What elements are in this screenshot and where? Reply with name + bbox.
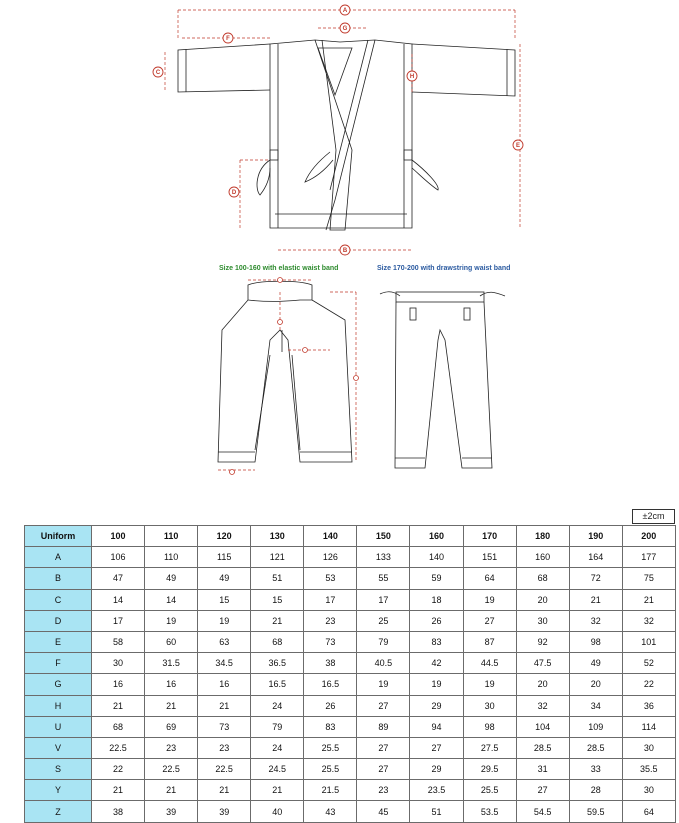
table-cell: 83 [410, 631, 463, 652]
marker-b-label: B [342, 248, 348, 254]
table-cell: 28.5 [569, 737, 622, 758]
size-header: 180 [516, 526, 569, 547]
table-cell: 115 [198, 547, 251, 568]
table-cell: 31.5 [145, 653, 198, 674]
table-row [25, 737, 676, 758]
table-cell: 39 [198, 801, 251, 822]
marker-h-label: H [409, 74, 415, 80]
size-header: 200 [622, 526, 675, 547]
size-header: 120 [198, 526, 251, 547]
tolerance-note: ±2cm [632, 509, 675, 524]
table-cell: 27 [463, 610, 516, 631]
table-cell: 21 [622, 589, 675, 610]
table-row [25, 547, 676, 568]
table-cell: 69 [145, 716, 198, 737]
table-corner: Uniform [25, 526, 92, 547]
table-cell: 59 [410, 568, 463, 589]
table-cell: 43 [304, 801, 357, 822]
table-cell: 21 [198, 695, 251, 716]
table-cell: 29 [410, 695, 463, 716]
table-cell: 101 [622, 631, 675, 652]
table-cell: 16 [198, 674, 251, 695]
table-cell: 35.5 [622, 759, 675, 780]
table-cell: 27 [357, 695, 410, 716]
table-cell: 24 [251, 695, 304, 716]
row-label: G [25, 674, 92, 695]
table-cell: 40.5 [357, 653, 410, 674]
table-cell: 16 [92, 674, 145, 695]
pants-drawstring-drawing [380, 292, 505, 468]
table-cell: 16.5 [304, 674, 357, 695]
table-cell: 15 [251, 589, 304, 610]
row-label: C [25, 589, 92, 610]
table-cell: 26 [304, 695, 357, 716]
table-cell: 25.5 [304, 759, 357, 780]
table-cell: 19 [357, 674, 410, 695]
markers [153, 5, 523, 475]
table-cell: 98 [463, 716, 516, 737]
table-cell: 64 [622, 801, 675, 822]
table-cell: 14 [145, 589, 198, 610]
row-label: A [25, 547, 92, 568]
table-cell: 73 [198, 716, 251, 737]
table-cell: 54.5 [516, 801, 569, 822]
table-cell: 51 [251, 568, 304, 589]
table-cell: 68 [92, 716, 145, 737]
table-cell: 25.5 [304, 737, 357, 758]
table-cell: 19 [410, 674, 463, 695]
table-row [25, 589, 676, 610]
row-label: F [25, 653, 92, 674]
table-cell: 106 [92, 547, 145, 568]
table-row [25, 780, 676, 801]
table-cell: 34.5 [198, 653, 251, 674]
table-cell: 16.5 [251, 674, 304, 695]
pants-elastic-drawing [218, 281, 352, 462]
table-cell: 21 [145, 695, 198, 716]
table-row [25, 653, 676, 674]
table-cell: 21 [92, 695, 145, 716]
table-cell: 177 [622, 547, 675, 568]
table-cell: 63 [198, 631, 251, 652]
table-cell: 19 [198, 610, 251, 631]
table-cell: 36.5 [251, 653, 304, 674]
size-header: 160 [410, 526, 463, 547]
table-cell: 42 [410, 653, 463, 674]
table-cell: 33 [569, 759, 622, 780]
table-row [25, 631, 676, 652]
row-label: S [25, 759, 92, 780]
size-header: 150 [357, 526, 410, 547]
table-cell: 49 [569, 653, 622, 674]
table-cell: 110 [145, 547, 198, 568]
table-cell: 79 [357, 631, 410, 652]
table-row [25, 610, 676, 631]
table-cell: 38 [304, 653, 357, 674]
table-cell: 32 [622, 610, 675, 631]
table-cell: 29.5 [463, 759, 516, 780]
table-cell: 21.5 [304, 780, 357, 801]
table-cell: 39 [145, 801, 198, 822]
marker-c-label: C [155, 70, 161, 76]
table-cell: 22 [622, 674, 675, 695]
table-row [25, 568, 676, 589]
marker-f-label: F [226, 36, 230, 42]
table-cell: 27 [357, 737, 410, 758]
table-cell: 28 [569, 780, 622, 801]
table-cell: 140 [410, 547, 463, 568]
table-cell: 20 [569, 674, 622, 695]
table-cell: 36 [622, 695, 675, 716]
table-cell: 109 [569, 716, 622, 737]
table-cell: 30 [622, 780, 675, 801]
marker-g-label: G [342, 26, 348, 32]
table-cell: 19 [145, 610, 198, 631]
table-cell: 21 [198, 780, 251, 801]
row-label: H [25, 695, 92, 716]
table-cell: 23.5 [410, 780, 463, 801]
table-cell: 19 [463, 589, 516, 610]
table-cell: 17 [92, 610, 145, 631]
table-cell: 79 [251, 716, 304, 737]
row-label: V [25, 737, 92, 758]
marker-e-label: E [515, 143, 521, 149]
row-label: E [25, 631, 92, 652]
table-cell: 23 [304, 610, 357, 631]
table-cell: 22.5 [145, 759, 198, 780]
table-cell: 27.5 [463, 737, 516, 758]
row-label: U [25, 716, 92, 737]
size-header: 110 [145, 526, 198, 547]
table-cell: 121 [251, 547, 304, 568]
table-cell: 27 [516, 780, 569, 801]
table-cell: 16 [145, 674, 198, 695]
table-cell: 22.5 [92, 737, 145, 758]
table-cell: 20 [516, 674, 569, 695]
table-cell: 73 [304, 631, 357, 652]
table-cell: 126 [304, 547, 357, 568]
table-cell: 24.5 [251, 759, 304, 780]
row-label: D [25, 610, 92, 631]
table-cell: 160 [516, 547, 569, 568]
table-cell: 89 [357, 716, 410, 737]
table-cell: 29 [410, 759, 463, 780]
table-cell: 30 [516, 610, 569, 631]
table-row [25, 674, 676, 695]
table-cell: 23 [145, 737, 198, 758]
table-cell: 34 [569, 695, 622, 716]
table-cell: 22 [92, 759, 145, 780]
table-cell: 151 [463, 547, 516, 568]
table-cell: 51 [410, 801, 463, 822]
size-header: 100 [92, 526, 145, 547]
caption-elastic: Size 100-160 with elastic waist band [219, 265, 339, 272]
table-cell: 47.5 [516, 653, 569, 674]
table-cell: 40 [251, 801, 304, 822]
row-label: Y [25, 780, 92, 801]
table-cell: 21 [569, 589, 622, 610]
table-cell: 14 [92, 589, 145, 610]
table-cell: 55 [357, 568, 410, 589]
table-cell: 32 [569, 610, 622, 631]
table-cell: 28.5 [516, 737, 569, 758]
table-cell: 21 [251, 610, 304, 631]
table-cell: 15 [198, 589, 251, 610]
table-cell: 104 [516, 716, 569, 737]
table-cell: 32 [516, 695, 569, 716]
size-header: 190 [569, 526, 622, 547]
table-cell: 21 [145, 780, 198, 801]
table-cell: 92 [516, 631, 569, 652]
table-cell: 26 [410, 610, 463, 631]
table-cell: 30 [622, 737, 675, 758]
table-cell: 53 [304, 568, 357, 589]
table-cell: 23 [357, 780, 410, 801]
table-cell: 58 [92, 631, 145, 652]
table-cell: 17 [304, 589, 357, 610]
table-cell: 22.5 [198, 759, 251, 780]
size-header: 170 [463, 526, 516, 547]
table-cell: 30 [92, 653, 145, 674]
marker-a-label: A [342, 8, 348, 14]
size-header: 130 [251, 526, 304, 547]
table-cell: 133 [357, 547, 410, 568]
caption-drawstring: Size 170-200 with drawstring waist band [377, 265, 511, 272]
size-header: 140 [304, 526, 357, 547]
table-cell: 94 [410, 716, 463, 737]
marker-d-label: D [231, 190, 237, 196]
table-cell: 52 [622, 653, 675, 674]
table-cell: 44.5 [463, 653, 516, 674]
table-cell: 59.5 [569, 801, 622, 822]
table-cell: 87 [463, 631, 516, 652]
table-cell: 19 [463, 674, 516, 695]
table-cell: 20 [516, 589, 569, 610]
table-cell: 164 [569, 547, 622, 568]
table-cell: 27 [357, 759, 410, 780]
table-row [25, 759, 676, 780]
table-cell: 38 [92, 801, 145, 822]
table-cell: 21 [251, 780, 304, 801]
table-cell: 53.5 [463, 801, 516, 822]
table-cell: 72 [569, 568, 622, 589]
table-cell: 60 [145, 631, 198, 652]
dimension-lines [165, 10, 520, 470]
table-row [25, 801, 676, 822]
table-cell: 18 [410, 589, 463, 610]
table-cell: 75 [622, 568, 675, 589]
table-cell: 49 [198, 568, 251, 589]
size-header-row [25, 526, 676, 547]
table-cell: 49 [145, 568, 198, 589]
table-cell: 21 [92, 780, 145, 801]
table-cell: 25 [357, 610, 410, 631]
table-cell: 23 [198, 737, 251, 758]
row-label: B [25, 568, 92, 589]
table-cell: 98 [569, 631, 622, 652]
table-cell: 25.5 [463, 780, 516, 801]
table-cell: 17 [357, 589, 410, 610]
size-table [24, 525, 676, 823]
table-row [25, 716, 676, 737]
table-cell: 27 [410, 737, 463, 758]
table-cell: 31 [516, 759, 569, 780]
table-cell: 45 [357, 801, 410, 822]
table-cell: 114 [622, 716, 675, 737]
table-cell: 30 [463, 695, 516, 716]
table-cell: 24 [251, 737, 304, 758]
row-label: Z [25, 801, 92, 822]
table-cell: 64 [463, 568, 516, 589]
table-cell: 47 [92, 568, 145, 589]
table-cell: 68 [251, 631, 304, 652]
table-cell: 68 [516, 568, 569, 589]
table-cell: 83 [304, 716, 357, 737]
table-row [25, 695, 676, 716]
jacket-drawing [178, 40, 515, 230]
